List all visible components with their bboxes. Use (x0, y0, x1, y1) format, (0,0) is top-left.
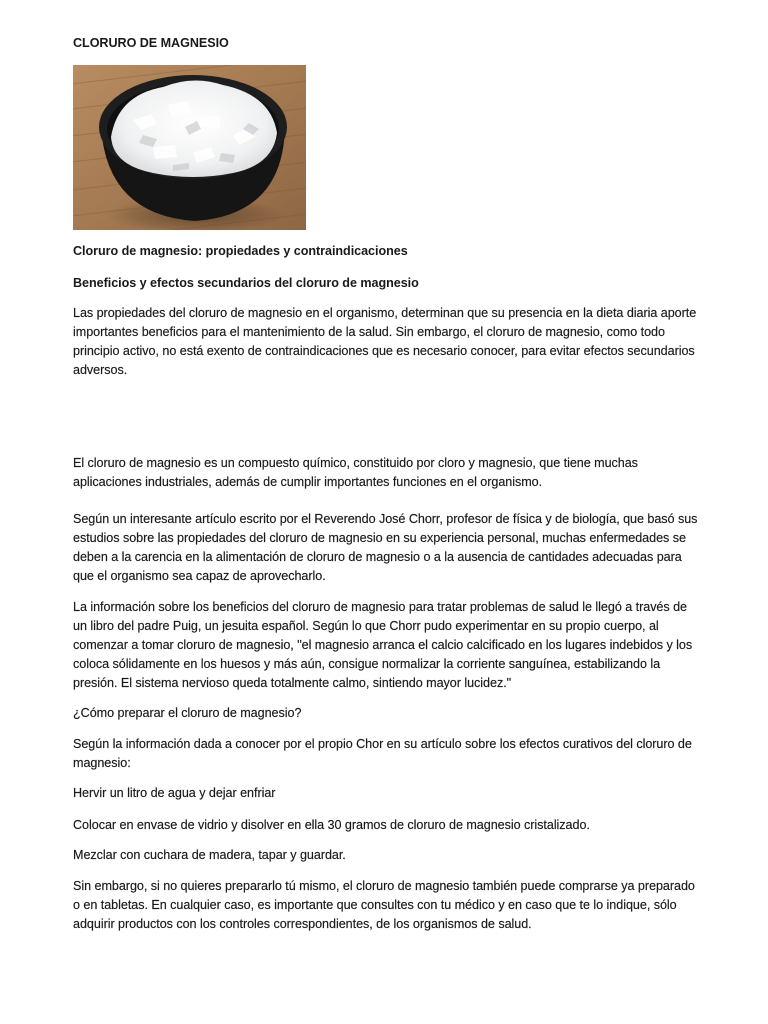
heading-properties: Cloruro de magnesio: propiedades y contraindicaciones (73, 244, 408, 258)
paragraph-consult-doctor: Sin embargo, si no quieres prepararlo tú mismo, el cloruro de magnesio también puede comprarse ya preparado o en tabletas. En cualquier caso, es importante que consultes con tu médico y en caso que te lo indique, sólo adquirir productos con los controles correspondientes, de los organismos de salud. (73, 879, 695, 931)
heading-benefits: Beneficios y efectos secundarios del cloruro de magnesio (73, 276, 419, 290)
paragraph-instructions-intro: Según la información dada a conocer por el propio Chor en su artículo sobre los efectos curativos del cloruro de magnesio: (73, 737, 692, 770)
paragraph-compound: El cloruro de magnesio es un compuesto químico, constituido por cloro y magnesio, que tiene muchas aplicaciones industriales, además de cumplir importantes funciones en el organismo. (73, 456, 638, 489)
step-mix: Mezclar con cuchara de madera, tapar y guardar. (73, 848, 346, 862)
paragraph-intro: Las propiedades del cloruro de magnesio en el organismo, determinan que su presencia en la dieta diaria aporte importantes beneficios para el mantenimiento de la salud. Sin embargo, el cloruro de magnesio, como todo principio activo, no está exento de contraindicaciones que es necesario conocer, para evitar efectos secundarios adversos. (73, 306, 697, 377)
magnesium-chloride-photo (73, 65, 306, 230)
document-title: CLORURO DE MAGNESIO (73, 36, 229, 50)
step-dissolve: Colocar en envase de vidrio y disolver en ella 30 gramos de cloruro de magnesio cristalizado. (73, 818, 590, 832)
heading-how-to-prepare: ¿Cómo preparar el cloruro de magnesio? (73, 706, 302, 720)
paragraph-padre-puig: La información sobre los beneficios del cloruro de magnesio para tratar problemas de salud le llegó a través de un libro del padre Puig, un jesuita español. Según lo que Chorr pudo experimentar en su propio cuerpo, al comenzar a tomar cloruro de magnesio, "el magnesio arranca el calcio calcificado en los lugares indebidos y los coloca sólidamente en los huesos y más aún, consigue normalizar la corriente sanguínea, estabilizando la presión. El sistema nervioso queda totalmente calmo, sintiendo mayor lucidez." (73, 600, 693, 690)
paragraph-chorr-article: Según un interesante artículo escrito por el Reverendo José Chorr, profesor de física y de biología, que basó sus estudios sobre las propiedades del cloruro de magnesio en su experiencia personal, muchas enfermedades se deben a la carencia en la alimentación de cloruro de magnesio o a la ausencia de cantidades adecuadas para que el organismo sea capaz de aprovecharlo. (73, 512, 698, 583)
step-boil-water: Hervir un litro de agua y dejar enfriar (73, 786, 276, 800)
